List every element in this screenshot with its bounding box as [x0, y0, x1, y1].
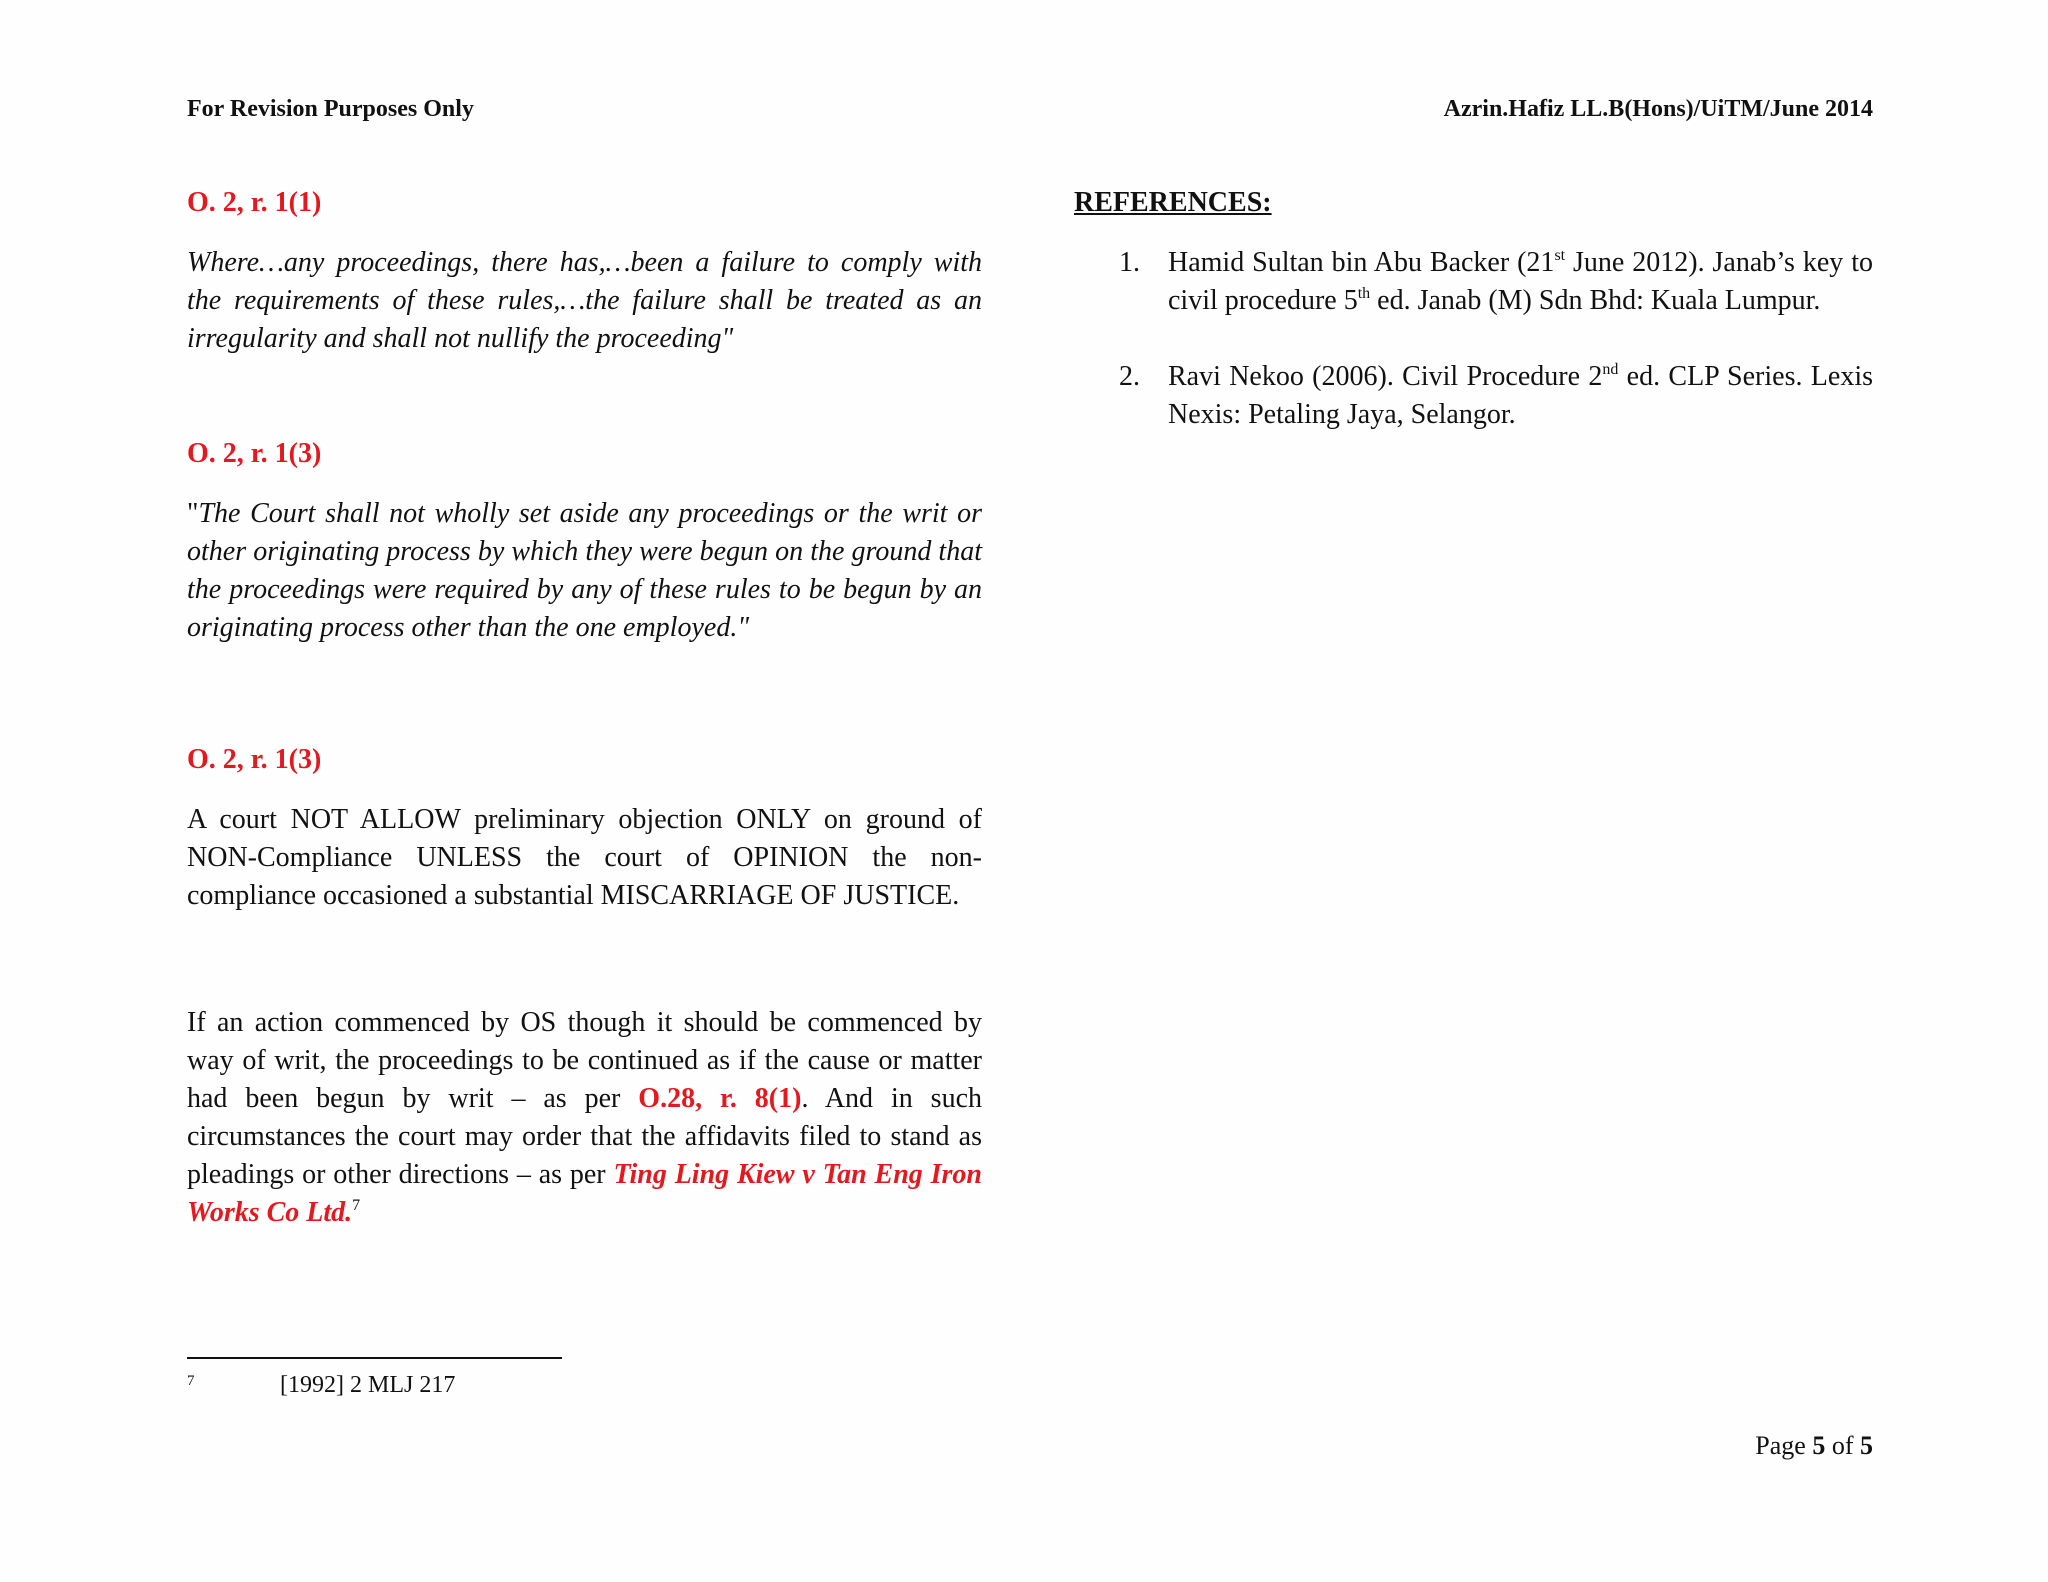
section-heading: O. 2, r. 1(1)	[187, 187, 322, 218]
page-number	[1755, 1430, 1873, 1462]
page-of-label: of	[1825, 1431, 1860, 1460]
section-heading: O. 2, r. 1(3)	[187, 438, 322, 469]
reference-text: ed. CLP Series. Lexis Nexis: Petaling Jaya, Selangor.	[1168, 361, 1874, 430]
current-page: 5	[1812, 1431, 1826, 1460]
section-heading: O. 2, r. 1(3)	[187, 744, 322, 775]
footnote-text: [1992] 2 MLJ 217	[280, 1372, 456, 1398]
rule-quote	[187, 495, 982, 647]
reference-item	[1074, 244, 1873, 320]
page-label: Page	[1755, 1431, 1813, 1460]
commentary-text: . And in such circumstances the court may order that the affidavits filed to stand as pleadings or other directions – as per	[187, 1083, 982, 1190]
commentary-paragraph	[187, 1004, 982, 1232]
right-column	[1074, 183, 1873, 434]
reference-item	[1074, 358, 1873, 434]
ordinal-suffix: th	[1357, 285, 1371, 302]
total-pages: 5	[1860, 1431, 1873, 1460]
ordinal-suffix: nd	[1602, 361, 1619, 378]
rule-reference: O.28, r. 8(1)	[638, 1083, 802, 1114]
rule-summary: A court NOT ALLOW preliminary objection ONLY on ground of NON-Compliance UNLESS the court of OPINION the non-compliance occasioned a substantial MISCARRIAGE OF JUSTICE.	[187, 804, 982, 911]
left-column	[187, 183, 982, 1232]
commentary-text: If an action commenced by OS though it should be commenced by way of writ, the proceedings to be continued as if the cause or matter had been begun by writ – as per	[187, 1007, 982, 1114]
reference-text: June 2012). Janab’s key to civil procedure 5	[1168, 247, 1873, 316]
ordinal-suffix: st	[1554, 247, 1566, 264]
rule-quote: Where…any proceedings, there has,…been a failure to comply with the requirements of these rules,…the failure shall be treated as an irregularity and shall not nullify the proceeding"	[187, 247, 982, 354]
references-list	[1074, 244, 1873, 434]
references-title: REFERENCES:	[1074, 187, 1272, 218]
case-citation: Ting Ling Kiew v Tan Eng Iron Works Co Ltd.	[187, 1159, 982, 1228]
header-right: Azrin.Hafiz LL.B(Hons)/UiTM/June 2014	[1443, 96, 1873, 122]
quote-text: The Court shall not wholly set aside any proceedings or the writ or other originating process by which they were begun on the ground that the proceedings were required by any of these rules to be begun by an originating process other than the one employed."	[187, 498, 982, 643]
footnote-marker: 7	[352, 1197, 361, 1214]
footnote-number: 7	[187, 1373, 195, 1389]
reference-number: 1.	[1119, 247, 1140, 278]
header-left: For Revision Purposes Only	[187, 96, 474, 122]
footnote-separator	[187, 1357, 562, 1359]
reference-text: ed. Janab (M) Sdn Bhd: Kuala Lumpur.	[1370, 285, 1821, 316]
quote-mark: "	[187, 498, 199, 529]
reference-text: Ravi Nekoo (2006). Civil Procedure 2	[1168, 361, 1603, 392]
reference-number: 2.	[1119, 361, 1140, 392]
reference-text: Hamid Sultan bin Abu Backer (21	[1168, 247, 1555, 278]
